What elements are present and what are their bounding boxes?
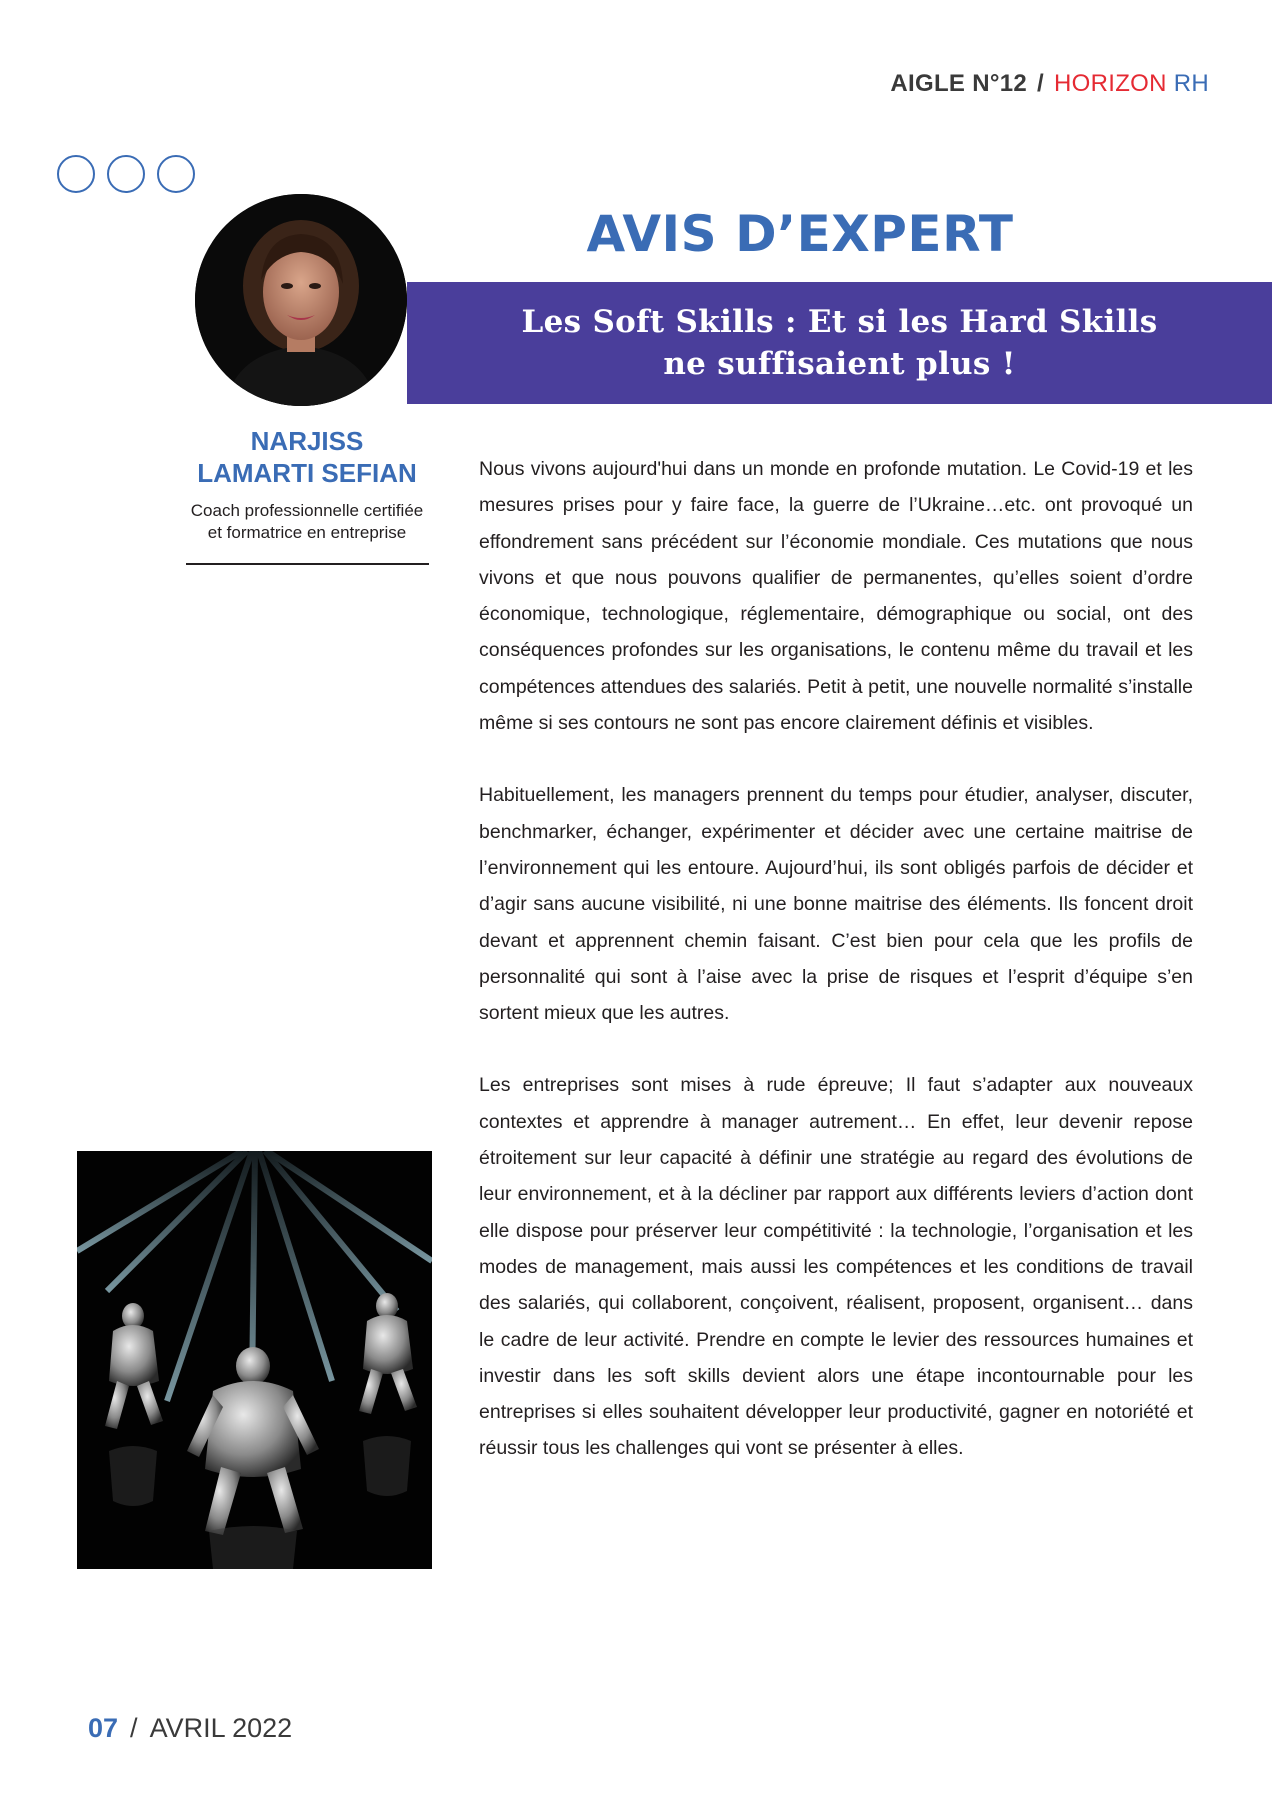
author-role-line-1: Coach professionnelle certifiée (190, 501, 424, 520)
author-role (150, 500, 464, 544)
headline (522, 301, 1158, 385)
circle-icon (107, 155, 145, 193)
page-footer (88, 1713, 292, 1744)
author-role-line-2: et formatrice en entreprise (207, 523, 407, 542)
headline-line-1: Les Soft Skills : Et si les Hard Skills (521, 304, 1158, 340)
rh-label: RH (1173, 70, 1209, 97)
article-paragraph: Habituellement, les managers prennent du temps pour étudier, analyser, discuter, benchmarker, échanger, expérimenter et décider avec une certaine maitrise de l’environnement qui les entoure. Aujourd’hui, ils sont obligés parfois de décider et d’agir sans aucune visibilité, ni une bonne maitrise des éléments. Ils foncent droit devant et apprennent chemin faisant. C’est bien pour cela que les profils de personnalité qui sont à l’aise avec la prise de risques et l’esprit d’équipe s’en sortent mieux que les autres. (479, 784, 1193, 1025)
circle-icon (57, 155, 95, 193)
author-name (150, 425, 464, 489)
article-body (479, 451, 1193, 1503)
decorative-circles (57, 155, 195, 193)
page-number: 07 (88, 1713, 119, 1743)
illustration-image (77, 1151, 432, 1569)
issue-label: AIGLE N°12 (890, 70, 1028, 97)
headline-banner (407, 282, 1272, 404)
author-portrait (195, 194, 407, 406)
circle-icon (157, 155, 195, 193)
issue-date: AVRIL 2022 (149, 1713, 293, 1743)
author-last-name: LAMARTI SEFIAN (197, 458, 417, 488)
portrait-image (195, 194, 407, 406)
author-first-name: NARJISS (250, 426, 364, 456)
article-paragraph: Nous vivons aujourd'hui dans un monde en profonde mutation. Le Covid-19 et les mesures prises pour y faire face, la guerre de l’Ukraine…etc. ont provoqué un effondrement sans précédent sur l’économie mondiale. Ces mutations que nous vivons et que nous pouvons qualifier de permanentes, qu’elles soient d’ordre économique, technologique, réglementaire, démographique ou social, ont des conséquences profondes sur les organisations, le contenu même du travail et les compétences attendues des salariés. Petit à petit, une nouvelle normalité s’installe même si ses contours ne sont pas encore clairement définis et visibles. (479, 458, 1193, 735)
horizon-label: HORIZON (1054, 70, 1167, 97)
section-title: AVIS D’EXPERT (586, 205, 1014, 263)
footer-separator: / (130, 1713, 138, 1743)
author-divider (186, 563, 429, 565)
article-paragraph: Les entreprises sont mises à rude épreuve; Il faut s’adapter aux nouveaux contextes et apprendre à manager autrement… En effet, leur devenir repose étroitement sur leur capacité à définir une stratégie au regard des évolutions de leur environnement, et à la décliner par rapport aux différents leviers d’action dont elle dispose pour préserver leur compétitivité : la technologie, l’organisation et les modes de management, mais aussi les compétences et les conditions de travail des salariés, qui collaborent, conçoivent, réalisent, proposent, organisent… dans le cadre de leur activité. Prendre en compte le levier des ressources humaines et investir dans les soft skills devient alors une étape incontournable pour les entreprises si elles souhaitent développer leur productivité, gagner en notoriété et réussir tous les challenges qui vont se présenter à elles. (479, 1074, 1193, 1460)
runners-illustration (77, 1151, 432, 1569)
header-separator: / (1037, 70, 1044, 97)
headline-line-2: ne suffisaient plus ! (663, 346, 1016, 382)
magazine-header (890, 70, 1209, 98)
